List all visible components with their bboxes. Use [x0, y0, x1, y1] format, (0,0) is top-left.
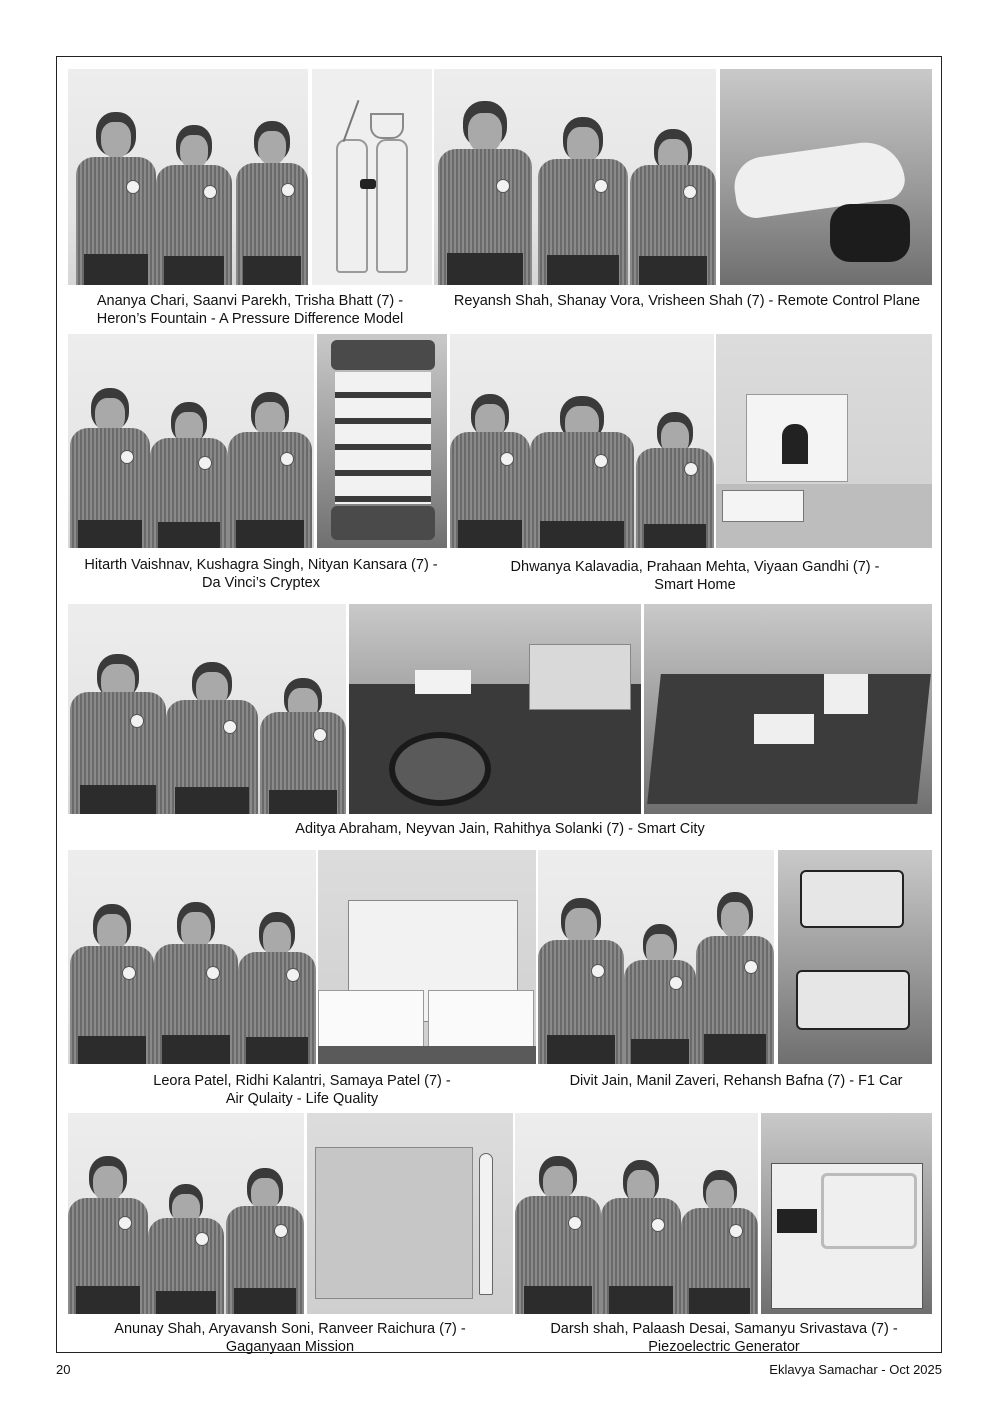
student — [76, 90, 156, 285]
project-caption — [516, 1320, 932, 1356]
student-group-photo — [68, 69, 308, 285]
student — [538, 880, 624, 1064]
project-photo-gaganyaan — [307, 1113, 513, 1314]
caption-line: Ananya Chari, Saanvi Parekh, Trisha Bhatt (7) - — [96, 293, 404, 309]
project-caption — [68, 820, 932, 838]
caption-line: Air Qulaity - Life Quality — [225, 1091, 379, 1107]
student — [624, 908, 696, 1064]
project-caption — [540, 1072, 932, 1090]
publication-footer: Eklavya Samachar - Oct 2025 — [769, 1362, 942, 1377]
student — [636, 396, 714, 548]
caption-line: Reyansh Shah, Shanay Vora, Vrisheen Shah (7) - Remote Control Plane — [453, 293, 921, 309]
project-caption — [68, 1320, 512, 1356]
student-group-photo — [68, 850, 316, 1064]
caption-line: Darsh shah, Palaash Desai, Samanyu Srivastava (7) - — [550, 1321, 898, 1337]
project-photo-cryptex — [317, 334, 447, 548]
student-group-photo — [450, 334, 714, 548]
student — [156, 105, 232, 285]
project-caption — [458, 558, 932, 594]
project-photo-rc-plane — [720, 69, 932, 285]
student-group-photo — [68, 334, 314, 548]
student-group-photo — [515, 1113, 758, 1314]
student — [530, 378, 634, 548]
caption-line: Piezoelectric Generator — [648, 1339, 800, 1355]
student — [68, 1140, 148, 1314]
page-number: 20 — [56, 1362, 71, 1377]
caption-line: Hitarth Vaishnav, Kushagra Singh, Nityan Kansara (7) - — [84, 557, 438, 573]
project-photo-air-quality-chart — [318, 850, 536, 1064]
student — [228, 376, 312, 548]
student — [238, 894, 316, 1064]
project-photo-piezoelectric — [761, 1113, 932, 1314]
caption-line: Aditya Abraham, Neyvan Jain, Rahithya Solanki (7) - Smart City — [295, 821, 705, 837]
project-caption — [68, 556, 454, 592]
student — [70, 370, 150, 548]
caption-line: Anunay Shah, Aryavansh Soni, Ranveer Raichura (7) - — [114, 1321, 466, 1337]
project-caption — [68, 1072, 536, 1108]
project-caption — [434, 292, 940, 310]
project-photo-smart-city-wiring — [644, 604, 932, 814]
caption-line: Smart Home — [654, 577, 736, 593]
project-photo-herons-fountain — [312, 69, 432, 285]
student — [260, 662, 346, 814]
project-photo-smart-home — [716, 334, 932, 548]
student — [166, 644, 258, 814]
student — [438, 85, 532, 285]
student — [226, 1154, 304, 1314]
student — [515, 1138, 601, 1314]
project-photo-f1-car — [778, 850, 932, 1064]
student — [450, 376, 530, 548]
student — [148, 1170, 224, 1314]
student — [154, 884, 238, 1064]
project-photo-smart-city-model — [349, 604, 641, 814]
caption-line: Divit Jain, Manil Zaveri, Rehansh Bafna (7) - F1 Car — [569, 1073, 903, 1089]
caption-line: Gaganyaan Mission — [225, 1339, 355, 1355]
student — [538, 95, 628, 285]
student — [630, 105, 716, 285]
student-group-photo — [68, 1113, 304, 1314]
caption-line: Heron’s Fountain - A Pressure Difference Model — [96, 311, 404, 327]
student-group-photo — [68, 604, 346, 814]
student — [236, 103, 308, 285]
caption-line: Dhwanya Kalavadia, Prahaan Mehta, Viyaan Gandhi (7) - — [510, 559, 880, 575]
student-group-photo — [434, 69, 716, 285]
student — [70, 632, 166, 814]
caption-line: Leora Patel, Ridhi Kalantri, Samaya Patel (7) - — [153, 1073, 451, 1089]
project-caption — [68, 292, 432, 328]
student — [150, 384, 228, 548]
student — [601, 1142, 681, 1314]
student — [70, 886, 154, 1064]
student-group-photo — [538, 850, 774, 1064]
student — [696, 874, 774, 1064]
caption-line: Da Vinci’s Cryptex — [202, 575, 320, 591]
student — [681, 1154, 758, 1314]
